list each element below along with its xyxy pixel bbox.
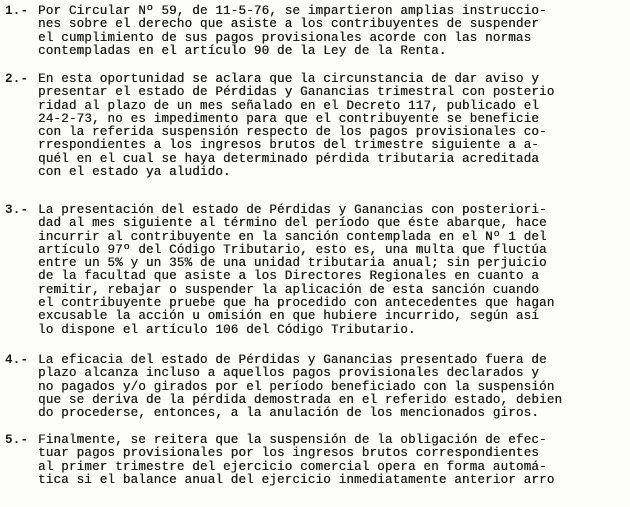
text-line: dad al mes siguiente al término del período que éste abarque, hace	[38, 216, 547, 231]
text-line: remitir, rebajar o suspender la aplicación de esta sanción cuando	[38, 282, 539, 297]
text-line: En esta oportunidad se aclara que la circunstancia de dar aviso y	[38, 72, 539, 86]
text-line: ridad al plazo de un mes señalado en el Decreto 117, publicado el	[38, 98, 539, 113]
text-line: de la facultad que asiste a los Directores Regionales en cuanto a	[38, 269, 539, 284]
text-line: artículo 97º del Código Tributario, esto es, una multa que fluctúa	[38, 242, 547, 257]
text-line: Finalmente, se reitera que la suspensión de la obligación de efec-	[38, 433, 547, 447]
paragraph-body	[38, 434, 628, 487]
paragraph-body	[38, 73, 628, 179]
text-line: plazo alcanza incluso a aquellos pagos provisionales declarados y	[38, 366, 539, 381]
paragraph-number: 1.-	[5, 4, 29, 18]
text-line: el contribuyente pruebe que ha procedido con antecedentes que hagan	[38, 296, 555, 311]
paragraph-body	[38, 204, 628, 337]
paragraph-number: 5.-	[5, 433, 29, 447]
paragraph-body	[38, 5, 628, 58]
text-line: excusable la acción u omisión en que hubiere incurrido, según así	[38, 309, 539, 324]
text-line: con la referida suspensión respecto de los pagos provisionales co-	[38, 125, 547, 140]
text-line: quél en el cual se haya determinado pérdida tributaria acreditada	[38, 151, 539, 166]
text-line: al primer trimestre del ejercicio comercial opera en forma automá-	[38, 459, 547, 474]
text-line: lo dispone el artículo 106 del Código Tributario.	[38, 322, 416, 337]
text-line: do procederse, entonces, a la anulación de los mencionados giros.	[38, 406, 539, 421]
text-line: 24-2-73, no es impedimento para que el contribuyente se beneficie	[38, 111, 539, 126]
text-line: contempladas en el artículo 90 de la Ley de la Renta.	[38, 43, 447, 58]
text-line: nes sobre el derecho que asiste a los contribuyentes de suspender	[38, 17, 539, 32]
text-line: rrespondientes a los ingresos brutos del trimestre siguiente a a-	[38, 138, 539, 153]
text-line: La eficacia del estado de Pérdidas y Ganancias presentado fuera de	[38, 353, 547, 367]
text-line: no pagados y/o girados por el período beneficiado con la suspensión	[38, 379, 555, 394]
text-line: incurrir al contribuyente en la sanción contemplada en el Nº 1 del	[38, 229, 547, 244]
paragraph-number: 3.-	[5, 203, 29, 217]
text-line: entre un 5% y un 35% de una unidad tributaria anual; sin perjuicio	[38, 256, 547, 271]
text-line: con el estado ya aludido.	[38, 165, 231, 180]
text-line: tica si el balance anual del ejercicio inmediatamente anterior arro	[38, 472, 555, 487]
text-line: presentar el estado de Pérdidas y Ganancias trimestral con posterio	[38, 85, 555, 100]
text-line: que se deriva de la pérdida demostrada en el referido estado, debien	[38, 392, 563, 407]
paragraph-number: 4.-	[5, 353, 29, 367]
paragraph-body	[38, 354, 628, 420]
text-line: La presentación del estado de Pérdidas y Ganancias con posteriori-	[38, 203, 547, 217]
text-line: tuar pagos provisionales por los ingresos brutos correspondientes	[38, 446, 539, 461]
paragraph-number: 2.-	[5, 72, 29, 86]
text-line: el cumplimiento de sus pagos provisionales acorde con las normas	[38, 30, 532, 45]
text-line: Por Circular Nº 59, de 11-5-76, se impartieron amplias instruccio-	[38, 4, 547, 18]
